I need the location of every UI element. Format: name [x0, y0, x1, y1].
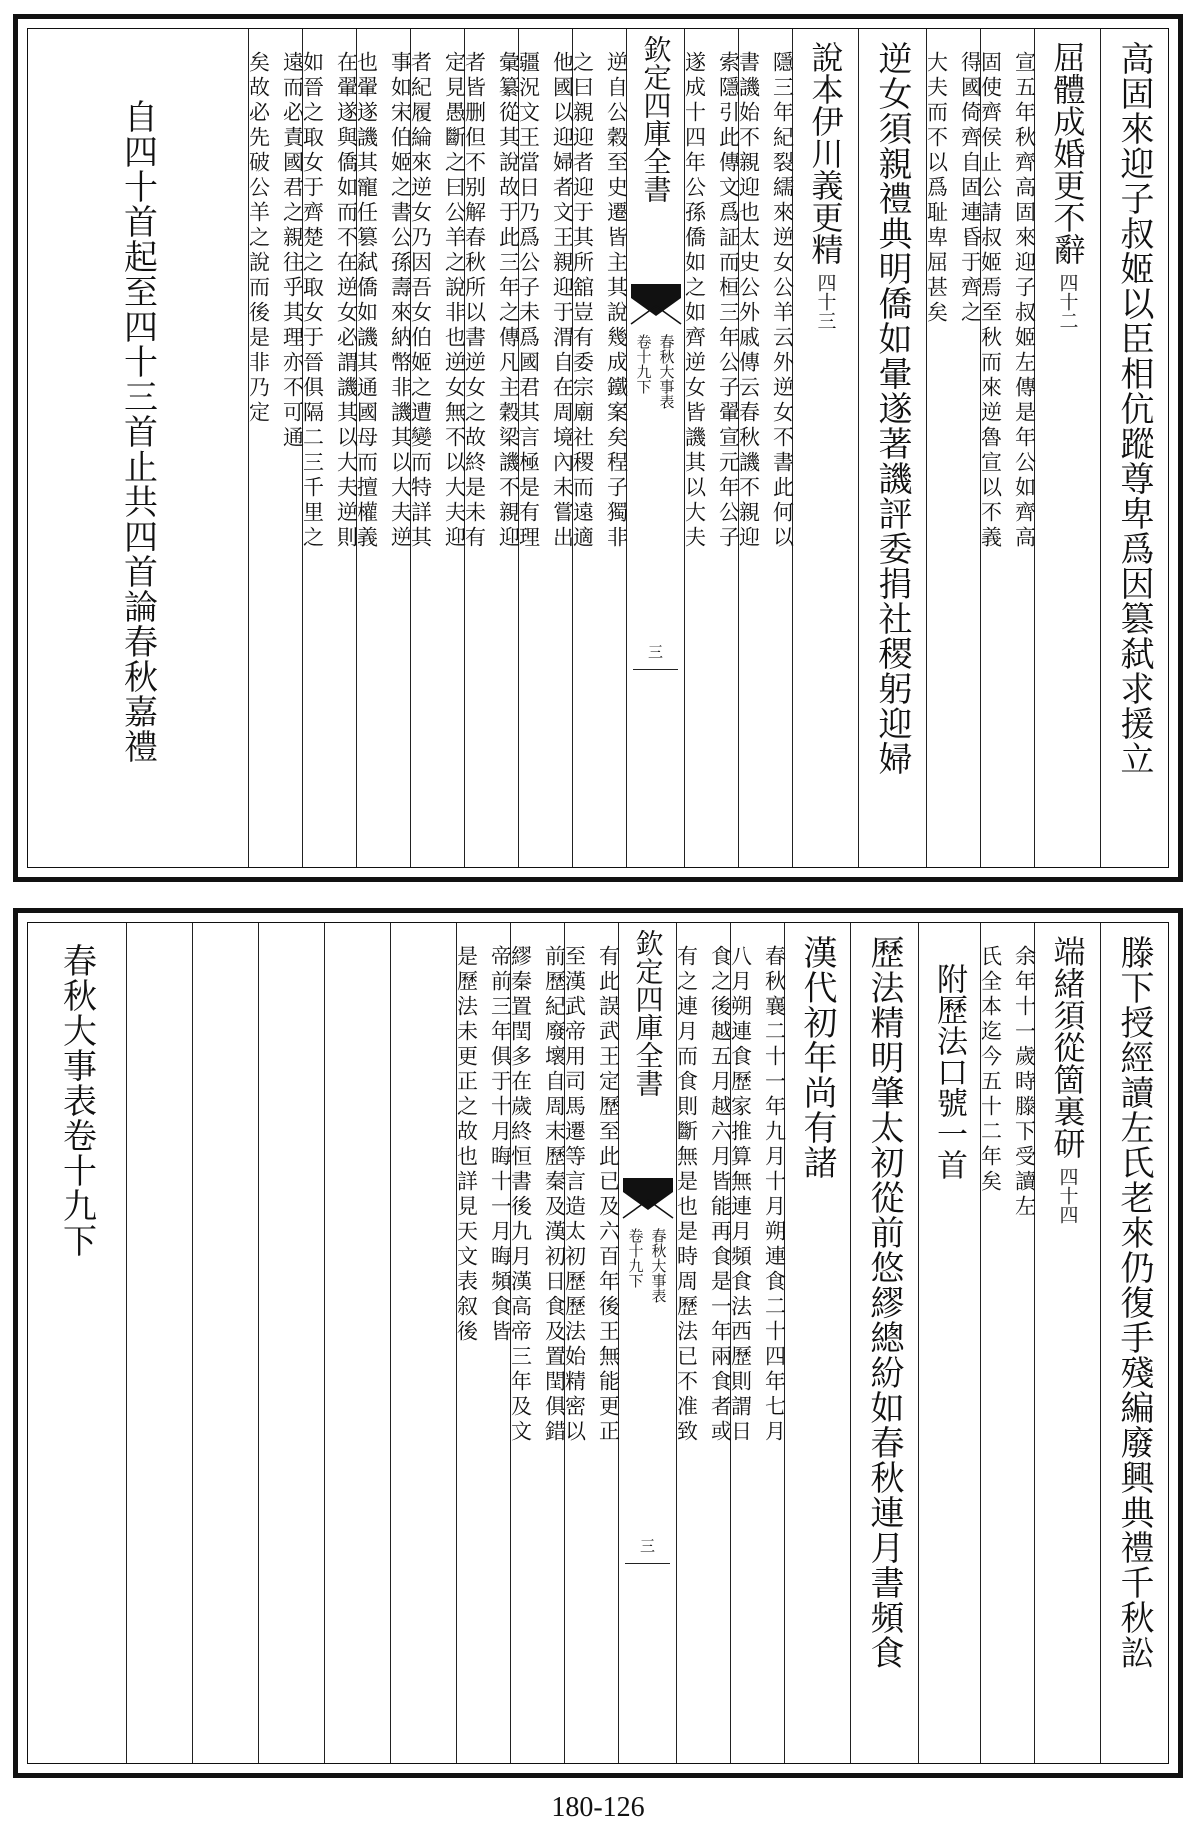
annotation-column [462, 29, 521, 867]
heading-block [803, 41, 849, 330]
volume-label [634, 334, 678, 409]
volume-end-column [28, 923, 126, 1763]
annotation-column [354, 29, 413, 867]
text-column [784, 923, 850, 1763]
annotation-pair [728, 945, 787, 1763]
column-text: 逆女須親禮典明僑如暈遂著譏評委捐社稷躬迎婦 [872, 41, 912, 776]
annotation-line: 有之連月而食則斷無是也是時周歷法已不准致 [674, 945, 699, 1445]
annotation-pair [454, 945, 513, 1763]
fish-tail-mark-icon [631, 284, 681, 324]
annotation-line: 宣五年秋齊高固來迎子叔姬左傳是年公如齊高 [1012, 51, 1037, 551]
annotation-line: 得國倚齊自固連昏于齊之 [958, 51, 983, 326]
annotation-column [736, 29, 795, 867]
annotation-line: 食之後越五月越六月皆能再食是一年兩食者或 [708, 945, 733, 1445]
text-column [1100, 923, 1168, 1763]
annotation-line: 是歷法未更正之故也詳見天文表叙後 [454, 945, 479, 1345]
annotation-column [570, 29, 629, 867]
annotation-line: 逆自公穀至史遷皆主其說幾成鐵案矣程子獨非 [604, 51, 629, 551]
annotation-pair [674, 945, 733, 1763]
annotation-column [454, 923, 513, 1763]
annotation-line: 大夫而不以爲耻卑屈甚矣 [924, 51, 949, 326]
annotation-column [408, 29, 467, 867]
volume-end-title: 春秋大事表卷十九下 [56, 943, 97, 1258]
annotation-line: 索隱引此傳文爲証而桓三年公子翬宣元年公子 [716, 51, 741, 551]
annotation-column [246, 29, 305, 867]
annotation-line: 余年十一歲時滕下受讀左 [1012, 945, 1037, 1220]
summary-text: 自四十首起至四十三首止共四首論春秋嘉禮 [117, 99, 158, 764]
text-column [1100, 29, 1168, 867]
heading-column [1034, 923, 1100, 1763]
page-number-footer: 180-126 [551, 1792, 645, 1823]
annotation-line: 疆況文王當日乃爲公子未爲國君其言極是有理 [516, 51, 541, 551]
empty-column [390, 923, 456, 1763]
annotation-pair [736, 51, 795, 867]
annotation-line: 隱三年紀裂繻來逆女公羊云外逆女不書此何以 [770, 51, 795, 551]
annotation-column [516, 29, 575, 867]
annotation-line: 春秋襄二十一年九月十月朔連食二十四年七月 [762, 945, 787, 1445]
annotation-line: 如晉之取女于齊楚之取女于晉俱隔二三千里之 [300, 51, 325, 551]
annotation-pair [516, 51, 575, 867]
annotation-line: 遠而必責國君之親往乎其理亦不可通 [280, 51, 305, 451]
annotation-pair [562, 945, 621, 1763]
annotation-line: 固使齊侯止公請叔姬焉至秋而來逆魯宣以不義 [978, 51, 1003, 551]
annotation-line: 繆秦置閏多在歲終恒書後九月漢高帝三年及文 [508, 945, 533, 1445]
annotation-column [674, 923, 733, 1763]
poem-line: 端緒須從箇裏研 [1048, 935, 1087, 1159]
bottom-page-frame [27, 922, 1169, 1764]
annotation-column [682, 29, 741, 867]
annotation-pair [682, 51, 741, 867]
annotation-column [300, 29, 359, 867]
column-text: 漢代初年尚有諸 [797, 935, 837, 1180]
empty-column [192, 923, 258, 1763]
volume-number: 卷十九下 [634, 334, 653, 394]
annotation-line: 事如宋伯姬之書公孫壽來納幣非譏其以大夫逆 [388, 51, 413, 551]
volume-number: 卷十九下 [626, 1228, 645, 1288]
annotation-column [508, 923, 567, 1763]
column-text: 滕下授經讀左氏老來仍復手殘編廢興典禮千秋訟 [1114, 935, 1154, 1670]
annotation-pair [408, 51, 467, 867]
annotation-line: 他國以迎婦者文王親迎于渭自在周境內未嘗出 [550, 51, 575, 551]
banner-divider [633, 669, 678, 670]
text-column [850, 923, 918, 1763]
column-text: 歷法精明肇太初從前悠繆總紛如春秋連月書頻食 [864, 935, 904, 1670]
annotation-line: 者紀履綸來逆女乃因吾女伯姬之遭變而特詳其 [408, 51, 433, 551]
annotation-line: 前歷紀廢壞自周末歷秦及漢初日食及置閏俱錯 [542, 945, 567, 1445]
heading-block [1045, 935, 1091, 1224]
heading-column [918, 923, 980, 1763]
poem-number: 四十二 [1056, 273, 1079, 330]
poem-number: 四十三 [814, 273, 837, 330]
column-text: 高固來迎子叔姬以臣相伉蹤尊卑爲因篡弑求援立 [1114, 41, 1154, 776]
annotation-pair [300, 51, 359, 867]
top-page-frame [27, 28, 1169, 868]
annotation-pair [978, 51, 1037, 867]
annotation-line: 者皆删但不别解春秋所以書逆女之故終是未有 [462, 51, 487, 551]
annotation-line: 遂成十四年公孫僑如之如齊逆女皆譏其以大夫 [682, 51, 707, 551]
empty-column [126, 923, 192, 1763]
empty-column [324, 923, 390, 1763]
text-column [858, 29, 926, 867]
annotation-line: 在翬遂與僑如而不在逆女必謂譏其以大夫逆則 [334, 51, 359, 551]
summary-column [28, 29, 248, 867]
annotation-pair [354, 51, 413, 867]
annotation-line: 書譏始不親迎也太史公外戚傳云春秋譏不親迎 [736, 51, 761, 551]
annotation-column [978, 923, 1037, 1763]
annotation-column [562, 923, 621, 1763]
banner-title: 欽定四庫全書 [631, 929, 665, 1097]
banner-divider [625, 1563, 670, 1564]
annotation-pair [924, 51, 983, 867]
annotation-line: 矣故必先破公羊之說而後是非乃定 [246, 51, 271, 426]
heading-column [1034, 29, 1100, 867]
annotation-column [924, 29, 983, 867]
empty-column [258, 923, 324, 1763]
annotation-line: 至漢武帝用司馬遷等言造太初歷歷法始精密以 [562, 945, 587, 1445]
annotation-line: 彙纂從其說故于此三年之傳凡主穀梁譏不親迎 [496, 51, 521, 551]
volume-label [626, 1228, 670, 1303]
annotation-line: 定見愚斷之曰公羊之說非也逆女無不以大夫迎 [442, 51, 467, 551]
leaf-number: 三 [638, 1538, 656, 1553]
top-page [13, 14, 1183, 882]
section-heading: 附歷法口號一首 [931, 963, 967, 1180]
annotation-line: 氏全本迄今五十二年矣 [978, 945, 1003, 1195]
annotation-pair [462, 51, 521, 867]
center-banner [618, 923, 676, 1763]
annotation-pair [570, 51, 629, 867]
annotation-line: 之曰親迎者迎于其所舘豈有委宗廟社稷而遠適 [570, 51, 595, 551]
annotation-pair [246, 51, 305, 867]
annotation-line: 也翬遂譏其寵任篡弑僑如譏其通國母而擅權義 [354, 51, 379, 551]
heading-block [1045, 41, 1091, 330]
annotation-column [728, 923, 787, 1763]
annotation-line: 帝前三年俱于十月晦十一月晦頻食皆 [488, 945, 513, 1345]
volume-title: 春秋大事表 [649, 1228, 668, 1303]
annotation-pair [508, 945, 567, 1763]
poem-number: 四十四 [1056, 1167, 1079, 1224]
poem-line: 屈體成婚更不辭 [1048, 41, 1087, 265]
poem-line: 說本伊川義更精 [806, 41, 845, 265]
annotation-pair [978, 945, 1037, 1763]
annotation-line: 有此誤武王定歷至此已及六百年後王無能更正 [596, 945, 621, 1445]
annotation-column [978, 29, 1037, 867]
fish-tail-mark-icon [623, 1178, 673, 1218]
bottom-page [13, 908, 1183, 1778]
volume-title: 春秋大事表 [657, 334, 676, 409]
center-banner [626, 29, 684, 867]
banner-title: 欽定四庫全書 [639, 35, 673, 203]
annotation-line: 八月朔連食歷家推算無連月頻食法西歷則謂日 [728, 945, 753, 1445]
heading-column [792, 29, 858, 867]
leaf-number: 三 [646, 644, 664, 659]
